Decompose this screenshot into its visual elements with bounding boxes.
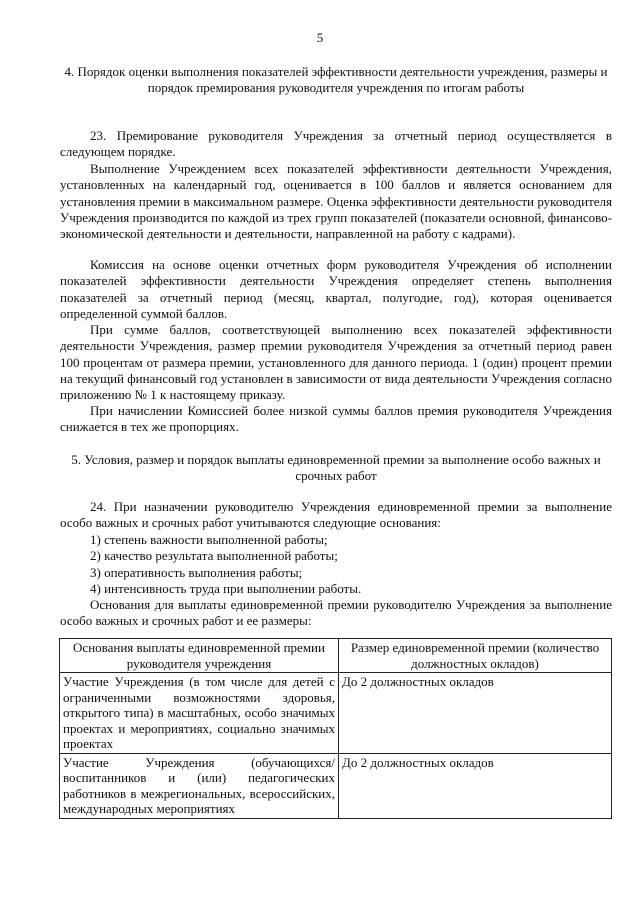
section-5-heading: 5. Условия, размер и порядок выплаты единовременной премии за выполнение особо важных и срочных работ: [71, 452, 601, 483]
table-header-size: Размер единовременной премии (количество должностных окладов): [339, 639, 612, 673]
table-row: [60, 673, 612, 754]
paragraph-bonus-size: При сумме баллов, соответствующей выполнению всех показателей эффективности деятельности Учреждения, размер премии руководителя Учреждения за отчетный период равен 100 процентам от размера премии, установленного для данного периода. 1 (один) процент премии на текущий финансовый год установлен в зависимости от вида деятельности Учреждения согласно приложению № 1 к настоящему приказу.: [60, 322, 612, 403]
table-cell-basis: Участие Учреждения (в том числе для детей с ограниченными возможностями здоровья, открытого типа) в масштабных, особо значимых проектах и мероприятиях, социально значимых проектах: [60, 673, 339, 754]
table-row: [60, 753, 612, 818]
table-header-basis: Основания выплаты единовременной премии руководителя учреждения: [60, 639, 339, 673]
paragraph-fulfillment: Выполнение Учреждением всех показателей эффективности деятельности Учреждения, установленных на календарный год, оценивается в 100 баллов и является основанием для установления премии в максимальном размере. Оценка эффективности деятельности руководителя Учреждения производится по каждой из трех групп показателей (показатели основной, финансово-экономической деятельности и деятельности, направленной на работу с кадрами).: [60, 161, 612, 242]
section-4-heading: 4. Порядок оценки выполнения показателей эффективности деятельности учреждения, размеры и порядок премирования руководителя учреждения по итогам работы: [64, 64, 608, 95]
table-cell-size: До 2 должностных окладов: [339, 673, 612, 754]
table-intro: Основания для выплаты единовременной премии руководителю Учреждения за выполнение особо важных и срочных работ и ее размеры:: [60, 597, 612, 629]
paragraph-23: 23. Премирование руководителя Учреждения за отчетный период осуществляется в следующем порядке.: [60, 128, 612, 160]
list-item: 3) оперативность выполнения работы;: [90, 564, 303, 580]
list-item: 2) качество результата выполненной работы;: [90, 548, 338, 564]
criteria-list: [60, 532, 612, 597]
bonus-table: [59, 638, 612, 819]
list-item: 1) степень важности выполненной работы;: [90, 532, 328, 547]
list-item: 4) интенсивность труда при выполнении работы.: [90, 580, 362, 596]
paragraph-reduction: При начислении Комиссией более низкой суммы баллов премия руководителя Учреждения снижается в тех же пропорциях.: [60, 403, 612, 435]
paragraph-commission: Комиссия на основе оценки отчетных форм руководителя Учреждения об исполнении показателей эффективности деятельности Учреждения определяет степень выполнения показателей за отчетный период (месяц, квартал, полугодие, год), которая оценивается определенной суммой баллов.: [60, 257, 612, 321]
page-number: 5: [316, 30, 324, 45]
table-cell-basis: Участие Учреждения (обучающихся/воспитанников и (или) педагогических работников в межрегиональных, всероссийских, международных мероприятиях: [60, 753, 339, 818]
table-header-row: [60, 639, 612, 673]
table-cell-size: До 2 должностных окладов: [339, 753, 612, 818]
paragraph-24: 24. При назначении руководителю Учреждения единовременной премии за выполнение особо важных и срочных работ учитываются следующие основания:: [60, 499, 612, 531]
